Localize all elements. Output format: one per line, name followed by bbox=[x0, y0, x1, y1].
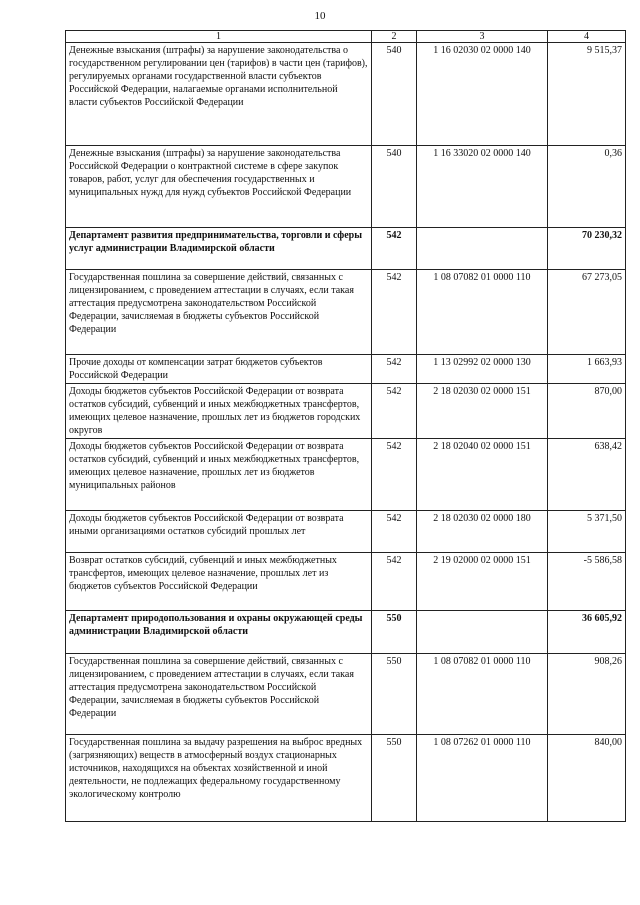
row-amount: 9 515,37 bbox=[548, 43, 626, 146]
row-amount: -5 586,58 bbox=[548, 553, 626, 611]
row-description: Возврат остатков субсидий, субвенций и иных межбюджетных трансфертов, имеющих целевое назначение, прошлых лет из бюджетов субъектов Российской Федерации bbox=[66, 553, 372, 611]
row-kbk-code: 1 08 07082 01 0000 110 bbox=[417, 270, 548, 355]
table-row bbox=[66, 355, 626, 384]
row-admin-code: 542 bbox=[372, 384, 417, 439]
row-admin-code: 550 bbox=[372, 654, 417, 735]
row-description: Государственная пошлина за совершение действий, связанных с лицензированием, с проведением аттестации в случаях, если такая аттестация предусмотрена законодательством Российской Федерации, зачисляемая в бюджеты субъектов Российской Федерации bbox=[66, 654, 372, 735]
page-number: 10 bbox=[314, 10, 326, 22]
row-admin-code: 550 bbox=[372, 735, 417, 822]
row-amount: 0,36 bbox=[548, 146, 626, 228]
table-row bbox=[66, 439, 626, 511]
row-admin-code: 542 bbox=[372, 511, 417, 553]
row-amount: 36 605,92 bbox=[548, 611, 626, 654]
row-kbk-code: 1 13 02992 02 0000 130 bbox=[417, 355, 548, 384]
row-description: Денежные взыскания (штрафы) за нарушение законодательства Российской Федерации о контрактной системе в сфере закупок товаров, работ, услуг для обеспечения государственных и муниципальных нужд для нужд субъектов Российской Федерации bbox=[66, 146, 372, 228]
header-col-2: 2 bbox=[372, 31, 417, 43]
row-kbk-code: 2 18 02030 02 0000 151 bbox=[417, 384, 548, 439]
header-col-4: 4 bbox=[548, 31, 626, 43]
row-admin-code: 540 bbox=[372, 43, 417, 146]
table-row bbox=[66, 384, 626, 439]
row-amount: 840,00 bbox=[548, 735, 626, 822]
row-amount: 870,00 bbox=[548, 384, 626, 439]
row-kbk-code bbox=[417, 228, 548, 270]
row-admin-code: 542 bbox=[372, 553, 417, 611]
row-description: Денежные взыскания (штрафы) за нарушение законодательства о государственном регулировании цен (тарифов) в части цен (тарифов), регулируемых органами государственной власти субъектов Российской Федерации, налагаемые органами исполнительной власти субъектов Российской Федерации bbox=[66, 43, 372, 146]
table-row bbox=[66, 270, 626, 355]
row-description: Департамент развития предпринимательства, торговли и сферы услуг администрации Владимирской области bbox=[66, 228, 372, 270]
row-kbk-code: 1 08 07262 01 0000 110 bbox=[417, 735, 548, 822]
row-amount: 70 230,32 bbox=[548, 228, 626, 270]
row-admin-code: 542 bbox=[372, 439, 417, 511]
row-kbk-code: 1 08 07082 01 0000 110 bbox=[417, 654, 548, 735]
table-row bbox=[66, 146, 626, 228]
row-amount: 638,42 bbox=[548, 439, 626, 511]
header-col-1: 1 bbox=[66, 31, 372, 43]
table-row bbox=[66, 43, 626, 146]
row-description: Доходы бюджетов субъектов Российской Федерации от возврата остатков субсидий, субвенций и иных межбюджетных трансфертов, имеющих целевое назначение, прошлых лет из бюджетов муниципальных районов bbox=[66, 439, 372, 511]
row-admin-code: 542 bbox=[372, 355, 417, 384]
table-header-row bbox=[66, 31, 626, 43]
row-admin-code: 542 bbox=[372, 270, 417, 355]
table-row bbox=[66, 511, 626, 553]
department-row bbox=[66, 228, 626, 270]
revenue-table bbox=[65, 30, 626, 822]
row-description: Государственная пошлина за совершение действий, связанных с лицензированием, с проведением аттестации в случаях, если такая аттестация предусмотрена законодательством Российской Федерации, зачисляемая в бюджеты субъектов Российской Федерации bbox=[66, 270, 372, 355]
row-amount: 1 663,93 bbox=[548, 355, 626, 384]
row-description: Департамент природопользования и охраны окружающей среды администрации Владимирской области bbox=[66, 611, 372, 654]
row-admin-code: 542 bbox=[372, 228, 417, 270]
row-admin-code: 540 bbox=[372, 146, 417, 228]
row-description: Доходы бюджетов субъектов Российской Федерации от возврата иными организациями остатков субсидий прошлых лет bbox=[66, 511, 372, 553]
row-kbk-code: 2 19 02000 02 0000 151 bbox=[417, 553, 548, 611]
row-description: Государственная пошлина за выдачу разрешения на выброс вредных (загрязняющих) веществ в атмосферный воздух стационарных источников, находящихся на объектах хозяйственной и иной деятельности, не подлежащих федеральному государственному экологическому контролю bbox=[66, 735, 372, 822]
row-kbk-code: 1 16 02030 02 0000 140 bbox=[417, 43, 548, 146]
department-row bbox=[66, 611, 626, 654]
row-admin-code: 550 bbox=[372, 611, 417, 654]
table-row bbox=[66, 735, 626, 822]
row-amount: 5 371,50 bbox=[548, 511, 626, 553]
table-row bbox=[66, 654, 626, 735]
row-description: Прочие доходы от компенсации затрат бюджетов субъектов Российской Федерации bbox=[66, 355, 372, 384]
row-description: Доходы бюджетов субъектов Российской Федерации от возврата остатков субсидий, субвенций и иных межбюджетных трансфертов, имеющих целевое назначение, прошлых лет из бюджетов городских округов bbox=[66, 384, 372, 439]
table-row bbox=[66, 553, 626, 611]
header-col-3: 3 bbox=[417, 31, 548, 43]
row-kbk-code bbox=[417, 611, 548, 654]
row-amount: 67 273,05 bbox=[548, 270, 626, 355]
row-kbk-code: 1 16 33020 02 0000 140 bbox=[417, 146, 548, 228]
row-kbk-code: 2 18 02040 02 0000 151 bbox=[417, 439, 548, 511]
row-kbk-code: 2 18 02030 02 0000 180 bbox=[417, 511, 548, 553]
row-amount: 908,26 bbox=[548, 654, 626, 735]
